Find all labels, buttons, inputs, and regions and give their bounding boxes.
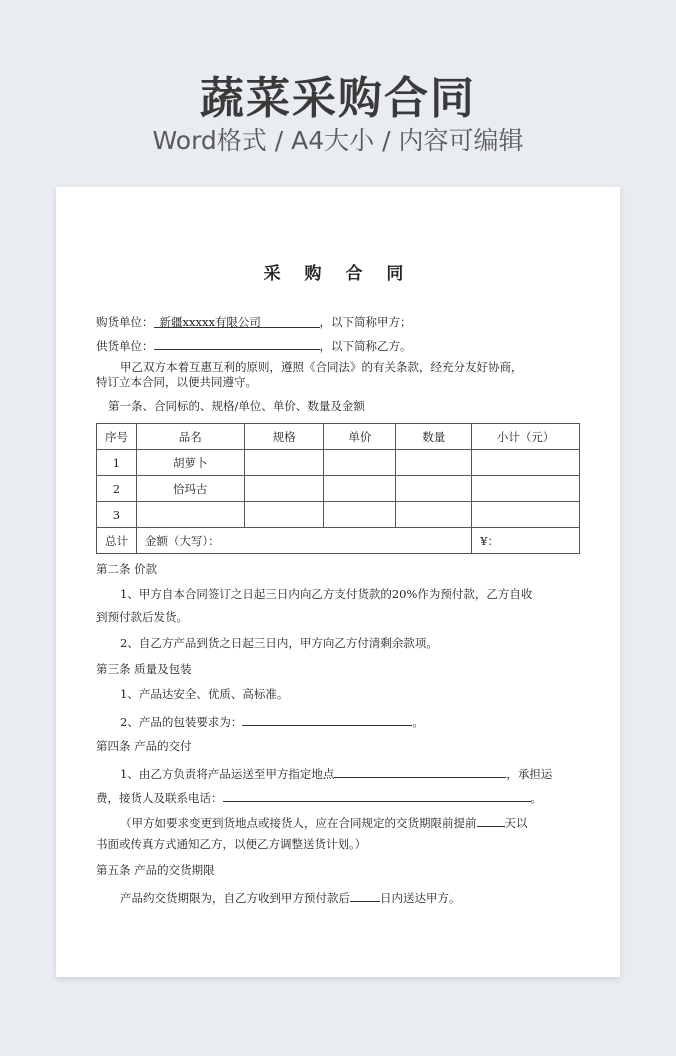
items-table — [96, 423, 580, 554]
buyer-name-field[interactable] — [154, 314, 320, 328]
delivery-days-field[interactable] — [350, 888, 380, 902]
article4-p2-line2: 书面或传真方式通知乙方，以便乙方调整送货计划。） — [96, 837, 367, 851]
article3-p1: 1、产品达安全、优质、高标准。 — [120, 687, 289, 701]
article4-p1-end: ，承担运 — [506, 767, 553, 781]
row-qty[interactable] — [396, 450, 472, 476]
document-title: 采 购 合 同 — [263, 264, 413, 284]
article4-p2-text: （甲方如要求变更到货地点或接货人，应在合同规定的交货期限前提前 — [120, 816, 477, 830]
consignee-phone-field[interactable] — [223, 788, 531, 802]
article4-p1-line2-end: 。 — [530, 791, 542, 805]
row-spec[interactable] — [244, 476, 324, 502]
header-name: 品名 — [136, 424, 244, 450]
table-header-row — [97, 424, 580, 450]
article3-p2: 2、产品的包装要求为： — [120, 715, 243, 729]
delivery-location-field[interactable] — [334, 764, 506, 778]
article3-p2-line — [96, 712, 580, 730]
row-name: 恰玛古 — [136, 476, 244, 502]
row-price[interactable] — [324, 502, 396, 528]
notice-days-field[interactable] — [477, 813, 505, 827]
document-page — [56, 187, 620, 977]
row-spec[interactable] — [244, 502, 324, 528]
row-price[interactable] — [324, 450, 396, 476]
row-no: 3 — [97, 502, 137, 528]
row-subtotal[interactable] — [472, 502, 580, 528]
row-qty[interactable] — [396, 502, 472, 528]
amount-currency[interactable]: ¥： — [472, 528, 580, 554]
amount-words[interactable]: 金额（大写）： — [136, 528, 471, 554]
supplier-name-field[interactable] — [154, 336, 320, 350]
table-total-row — [97, 528, 580, 554]
row-spec[interactable] — [244, 450, 324, 476]
article5-p1-end: 日内送达甲方。 — [380, 891, 461, 905]
article4-p1-line2-text: 费，接货人及联系电话： — [96, 791, 223, 805]
buyer-suffix: ，以下简称甲方； — [319, 315, 412, 329]
article4-heading: 第四条 产品的交付 — [96, 739, 192, 753]
header-no: 序号 — [97, 424, 137, 450]
row-no: 2 — [97, 476, 137, 502]
row-no: 1 — [97, 450, 137, 476]
article2-p1-line2: 到预付款后发货。 — [96, 610, 188, 624]
article3-p2-end: 。 — [412, 715, 424, 729]
total-label: 总计 — [97, 528, 137, 554]
row-name: 胡萝卜 — [136, 450, 244, 476]
buyer-label: 购货单位： — [96, 315, 154, 329]
banner-subtitle: Word格式 / A4大小 / 内容可编辑 — [152, 126, 524, 155]
header-spec: 规格 — [244, 424, 324, 450]
article4-p1-line2 — [96, 788, 580, 806]
article4-p2-end: 天以 — [504, 816, 528, 830]
article2-heading: 第二条 价款 — [96, 562, 158, 576]
table-row — [97, 476, 580, 502]
table-row — [97, 502, 580, 528]
article5-heading: 第五条 产品的交货期限 — [96, 863, 215, 877]
buyer-name: 新疆xxxxx有限公司 — [159, 315, 261, 329]
header-qty: 数量 — [396, 424, 472, 450]
supplier-suffix: ，以下简称乙方。 — [319, 339, 412, 353]
packaging-field[interactable] — [242, 712, 412, 726]
table-row — [97, 450, 580, 476]
banner-title: 蔬菜采购合同 — [200, 73, 476, 124]
article2-p1-line1: 1、甲方自本合同签订之日起三日内向乙方支付货款的20%作为预付款，乙方自收 — [120, 587, 533, 601]
article4-p1-text: 1、由乙方负责将产品运送至甲方指定地点 — [120, 767, 335, 781]
intro-line-1: 甲乙双方本着互惠互利的原则，遵照《合同法》的有关条款，经充分友好协商， — [120, 360, 523, 374]
supplier-line — [96, 336, 580, 354]
article5-p1-line — [96, 888, 580, 906]
header-subtotal: 小计（元） — [472, 424, 580, 450]
row-qty[interactable] — [396, 476, 472, 502]
article3-heading: 第三条 质量及包装 — [96, 662, 192, 676]
row-subtotal[interactable] — [472, 476, 580, 502]
intro-line-2: 特订立本合同，以便共同遵守。 — [96, 375, 257, 389]
article2-p2: 2、自乙方产品到货之日起三日内，甲方向乙方付清剩余款项。 — [120, 636, 438, 650]
buyer-line — [96, 314, 580, 330]
article4-p2-line1 — [96, 813, 580, 831]
article5-p1: 产品约交货期限为，自乙方收到甲方预付款后 — [120, 891, 350, 905]
article4-p1-line1 — [96, 764, 580, 782]
row-subtotal[interactable] — [472, 450, 580, 476]
row-name[interactable] — [136, 502, 244, 528]
header-price: 单价 — [324, 424, 396, 450]
article1-heading: 第一条、合同标的、规格/单位、单价、数量及金额 — [108, 399, 365, 413]
row-price[interactable] — [324, 476, 396, 502]
supplier-label: 供货单位： — [96, 339, 154, 353]
